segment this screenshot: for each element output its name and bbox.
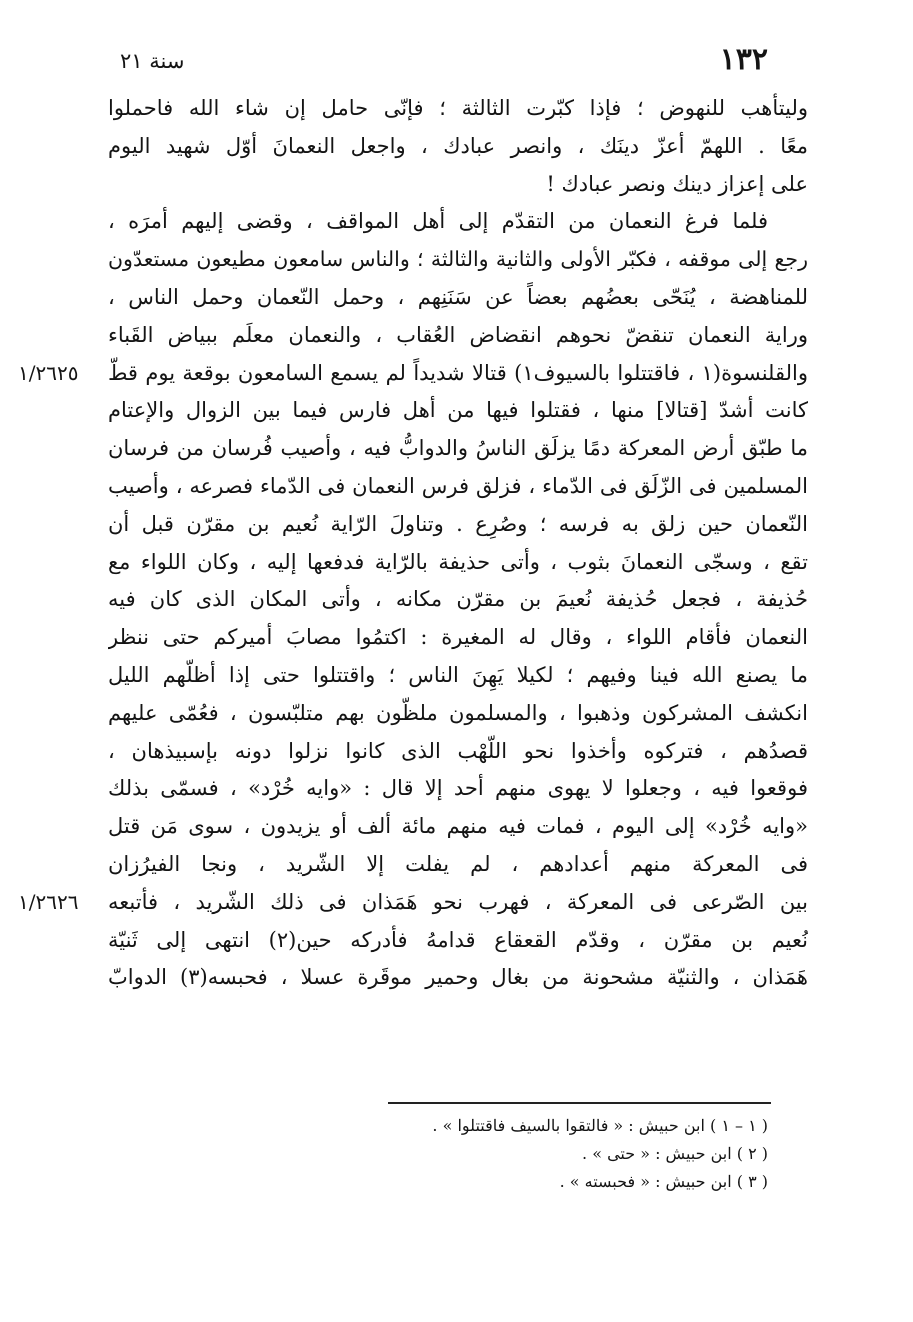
text-line: معًا . اللهمّ أعزّ دينَك ، وانصر عبادك ، واجعل النعمانَ أوّل شهيد اليوم (108, 133, 808, 158)
text-line: فى المعركة منهم أعدادهم ، لم يفلت إلا الشّريد ، ونجا الفيرُزان (108, 851, 808, 876)
footnote-divider (388, 1102, 771, 1104)
margin-reference-2: ١/٢٦٢٦ (18, 890, 79, 914)
text-line: «وايه خُرْد» إلى اليوم ، فمات فيه منهم مائة ألف أو يزيدون ، سوى مَن قتل (108, 814, 808, 839)
footnote: ( ١ – ١ ) ابن حبيش : « فالتقوا بالسيف فاقتتلوا » . (432, 1116, 768, 1135)
text-line: والقلنسوة(١ ، فاقتتلوا بالسيوف١) قتالا شديداً لم يسمع السامعون بوقعة يوم قطّ (108, 360, 808, 385)
body-text (108, 90, 808, 997)
text-line: على إعزاز دينك ونصر عبادك ! (546, 171, 808, 196)
text-line: النّعمان حين زلق به فرسه ؛ وصُرِع . وتناولَ الرّاية نُعيم بن مقرّن قبل أن (108, 511, 808, 536)
text-line: هَمَذان ، والثنيّة مشحونة من بغال وحمير موقَرة عسلا ، فحبسه(٣) الدوابّ (108, 965, 808, 990)
text-line: نُعيم بن مقرّن ، وقدّم القعقاع قدامهُ فأدركه حين(٢) انتهى إلى ثَنيّة (108, 927, 808, 952)
text-line: تقع ، وسجّى النعمانَ بثوب ، وأتى حذيفة بالرّاية فدفعها إليه ، وكان اللواء مع (108, 549, 808, 574)
text-line: ما طبّق أرض المعركة دمًا يزلَق الناسُ والدوابُّ فيه ، وأصيب فُرسان من فرسان (108, 436, 808, 461)
text-line: قصدُهم ، فتركوه وأخذوا نحو اللّهْب الذى كانوا نزلوا دونه بإسبيذهان ، (108, 738, 808, 763)
text-line: رجع إلى موقفه ، فكبّر الأولى والثانية والثالثة ؛ والناس سامعون مطيعون مستعدّون (108, 247, 808, 272)
text-line: فوقعوا فيه ، وجعلوا لا يهوى منهم أحد إلا قال : «وايه خُرْد» ، فسمّى بذلك (108, 776, 808, 801)
text-line: وليتأهب للنهوض ؛ فإذا كبّرت الثالثة ؛ فإنّى حامل إن شاء الله فاحملوا (108, 96, 808, 120)
text-line: وراية النعمان تنقضّ نحوهم انقضاض العُقاب ، والنعمان معلَم ببياض القَباء (108, 322, 808, 347)
text-line: ما يصنع الله فينا وفيهم ؛ لكيلا يَهِنَ الناس ؛ واقتتلوا حتى إذا أظلّهم الليل (108, 662, 808, 687)
text-line: بين الصّرعى فى المعركة ، فهرب نحو هَمَذان فى ذلك الشّريد ، فأتبعه (108, 889, 808, 914)
running-head-year: سنة ٢١ (120, 49, 185, 73)
footnote: ( ٢ ) ابن حبيش : « حتى » . (582, 1144, 768, 1163)
page-header (108, 40, 768, 80)
margin-reference-1: ١/٢٦٢٥ (18, 361, 79, 385)
text-line: انكشف المشركون وذهبوا ، والمسلمون ملظّون بهم متلبّسون ، فعُمّى عليهم (108, 700, 808, 725)
text-line: حُذيفة ، فجعل حُذيفة نُعيمَ بن مقرّن مكانه ، وأتى المكان الذى كان فيه (108, 587, 808, 612)
footnote: ( ٣ ) ابن حبيش : « فحبسته » . (559, 1172, 768, 1191)
text-line: النعمان فأقام اللواء ، وقال له المغيرة : اكتمُوا مصابَ أميركم حتى ننظر (108, 625, 808, 650)
footnotes (108, 1112, 768, 1196)
text-line: فلما فرغ النعمان من التقدّم إلى أهل المواقف ، وقضى إليهم أمرَه ، (108, 209, 768, 234)
text-line: المسلمين فى الزّلَق فى الدّماء ، فزلق فرس النعمان فى الدّماء فصرعه ، وأصيب (108, 473, 808, 498)
text-line: كانت أشدّ [قتالا] منها ، فقتلوا فيها من أهل فارس فيما بين الزوال والإعتام (108, 398, 808, 423)
text-line: للمناهضة ، يُنَحّى بعضُهم بعضاً عن سَنَنِهم ، وحمل النّعمان وحمل الناس ، (108, 284, 808, 309)
page-number: ١٣٢ (719, 42, 768, 77)
